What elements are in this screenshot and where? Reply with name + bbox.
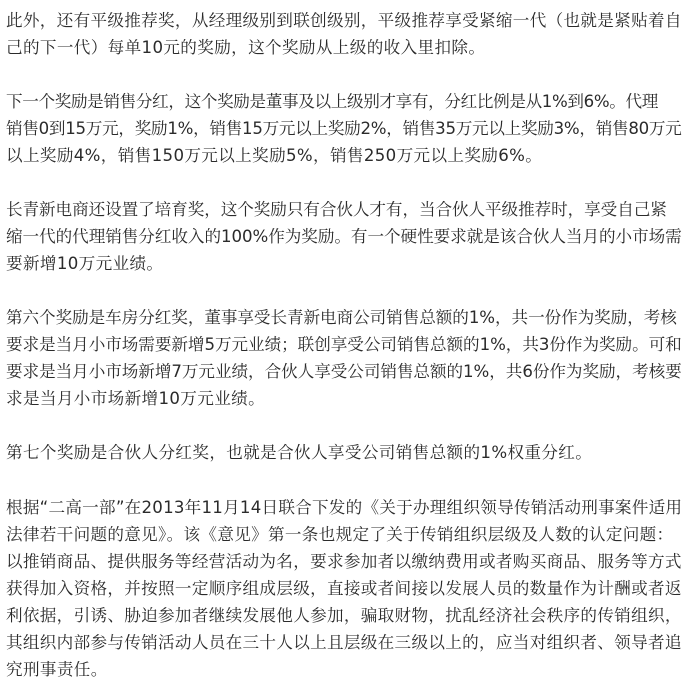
text-line: 第六个奖励是车房分红奖，董事享受长青新电商公司销售总额的1%，共一份作为奖励，考核 — [6, 308, 677, 327]
text-line: 长青新电商还设置了培育奖，这个奖励只有合伙人才有，当合伙人平级推荐时，享受自己紧 — [6, 200, 667, 219]
paragraph-peer-referral-bonus — [6, 7, 682, 61]
paragraph-partner-dividend — [6, 439, 592, 466]
text-line: 利依据，引诱、胁迫参加者继续发展他人参加，骗取财物，扰乱经济社会秩序的传销组织， — [6, 606, 682, 625]
text-line: 其组织内部参与传销活动人员在三十人以上且层级在三级以上的，应当对组织者、领导者追 — [6, 633, 682, 652]
text-line: 缩一代的代理销售分红收入的100%作为奖励。有一个硬性要求就是该合伙人当月的小市场需 — [6, 227, 682, 246]
paragraph-car-house-dividend — [6, 304, 682, 412]
text-line: 第七个奖励是合伙人分红奖，也就是合伙人享受公司销售总额的1%权重分红。 — [6, 443, 593, 462]
text-line: 己的下一代）每单10元的奖励，这个奖励从上级的收入里扣除。 — [6, 38, 486, 57]
text-line: 获得加入资格，并按照一定顺序组成层级，直接或者间接以发展人员的数量作为计酬或者返 — [6, 579, 682, 598]
text-line: 要新增10万元业绩。 — [6, 254, 164, 273]
text-line: 究刑事责任。 — [6, 660, 108, 679]
text-line: 以推销商品、提供服务等经营活动为名，要求参加者以缴纳费用或者购买商品、服务等方式 — [6, 552, 682, 571]
text-line: 要求是当月小市场需要新增5万元业绩；联创享受公司销售总额的1%，共3份作为奖励。可和 — [6, 335, 682, 354]
text-line: 以上奖励4%，销售150万元以上奖励5%，销售250万元以上奖励6%。 — [6, 146, 543, 165]
text-line: 求是当月小市场新增10万元业绩。 — [6, 389, 266, 408]
paragraph-legal-opinion — [6, 494, 682, 683]
paragraph-cultivation-bonus — [6, 196, 682, 277]
text-line: 此外，还有平级推荐奖，从经理级别到联创级别，平级推荐享受紧缩一代（也就是紧贴着自 — [6, 11, 682, 30]
text-line: 销售0到15万元，奖励1%，销售15万元以上奖励2%，销售35万元以上奖励3%，销售80万元 — [6, 119, 682, 138]
text-line: 下一个奖励是销售分红，这个奖励是董事及以上级别才享有，分红比例是从1%到6%。代理 — [6, 92, 658, 111]
text-line: 法律若干问题的意见》。该《意见》第一条也规定了关于传销组织层级及人数的认定问题： — [6, 525, 674, 544]
paragraph-sales-dividend — [6, 88, 682, 169]
text-line: 根据“二高一部”在2013年11月14日联合下发的《关于办理组织领导传销活动刑事案件适用 — [6, 498, 683, 517]
text-line: 要求是当月小市场新增7万元业绩，合伙人享受公司销售总额的1%，共6份作为奖励，考核要 — [6, 362, 682, 381]
